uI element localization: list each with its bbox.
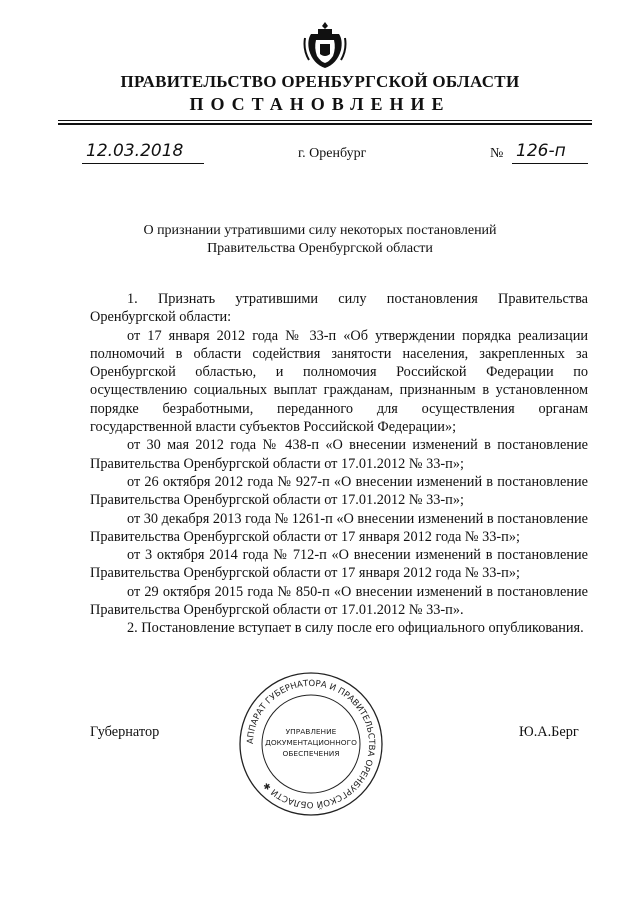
header-divider-bold	[58, 123, 592, 125]
coat-of-arms-icon	[303, 20, 347, 70]
signer-position: Губернатор	[90, 724, 160, 740]
document-type: ПОСТАНОВЛЕНИЕ	[189, 94, 451, 114]
paragraph: от 26 октября 2012 года № 927-п «О внесении изменений в постановление Правительства Оренбургской области от 17.01.2012 № 33-п»;	[90, 473, 588, 509]
stamp-ring-text: АППАРАТ ГУБЕРНАТОРА И ПРАВИТЕЛЬСТВА ОРЕНБУРГСКОЙ ОБЛАСТИ ✱	[245, 678, 377, 810]
stamp-inner-line-2: ДОКУМЕНТАЦИОННОГО	[265, 738, 357, 747]
document-city: г. Оренбург	[298, 146, 367, 161]
stamp-inner-line-3: ОБЕСПЕЧЕНИЯ	[282, 749, 340, 758]
paragraph: от 30 мая 2012 года № 438-п «О внесении изменений в постановление Правительства Оренбургской области от 17.01.2012 № 33-п»;	[90, 437, 588, 472]
paragraph: от 29 октября 2015 года № 850-п «О внесении изменений в постановление Правительства Оренбургской области от 17.01.2012 № 33-п».	[90, 583, 588, 619]
stamp-inner-line-1: УПРАВЛЕНИЕ	[285, 727, 337, 736]
paragraph: от 17 января 2012 года № 33-п «Об утверждении порядка реализации полномочий в области содействия занятости населения, закрепленных за Оренбургской областью, и полномочия Российской Федерации по осуществлению социальных выплат гражданам, признанным в установленном порядке безработными, переданного для осуществления органам государственной власти субъектов Российской Федерации»;	[90, 327, 588, 436]
subject-line-2: Правительства Оренбургской области	[207, 241, 433, 256]
subject-line-1: О признании утратившими силу некоторых постановлений	[143, 223, 497, 238]
number-label: №	[490, 146, 504, 161]
paragraph: от 3 октября 2014 года № 712-п «О внесении изменений в постановление Правительства Оренбургской области от 17 января 2012 года № 33-п»;	[90, 547, 588, 582]
official-stamp	[237, 670, 385, 818]
paragraph: от 30 декабря 2013 года № 1261-п «О внесении изменений в постановление Правительства Оренбургской области от 17 января 2012 года № 33-п»;	[90, 510, 588, 545]
signer-name: Ю.А.Берг	[519, 724, 579, 740]
document-date: 12.03.2018	[82, 141, 204, 164]
government-title: ПРАВИТЕЛЬСТВО ОРЕНБУРГСКОЙ ОБЛАСТИ	[120, 72, 520, 91]
document-number: 126-п	[512, 141, 588, 164]
document-subject	[0, 222, 640, 258]
paragraph: 1. Признать утратившими силу постановления Правительства Оренбургской области:	[90, 291, 588, 326]
document-body	[90, 290, 588, 638]
paragraph: 2. Постановление вступает в силу после его официального опубликования.	[127, 620, 584, 637]
header-divider	[58, 120, 592, 121]
